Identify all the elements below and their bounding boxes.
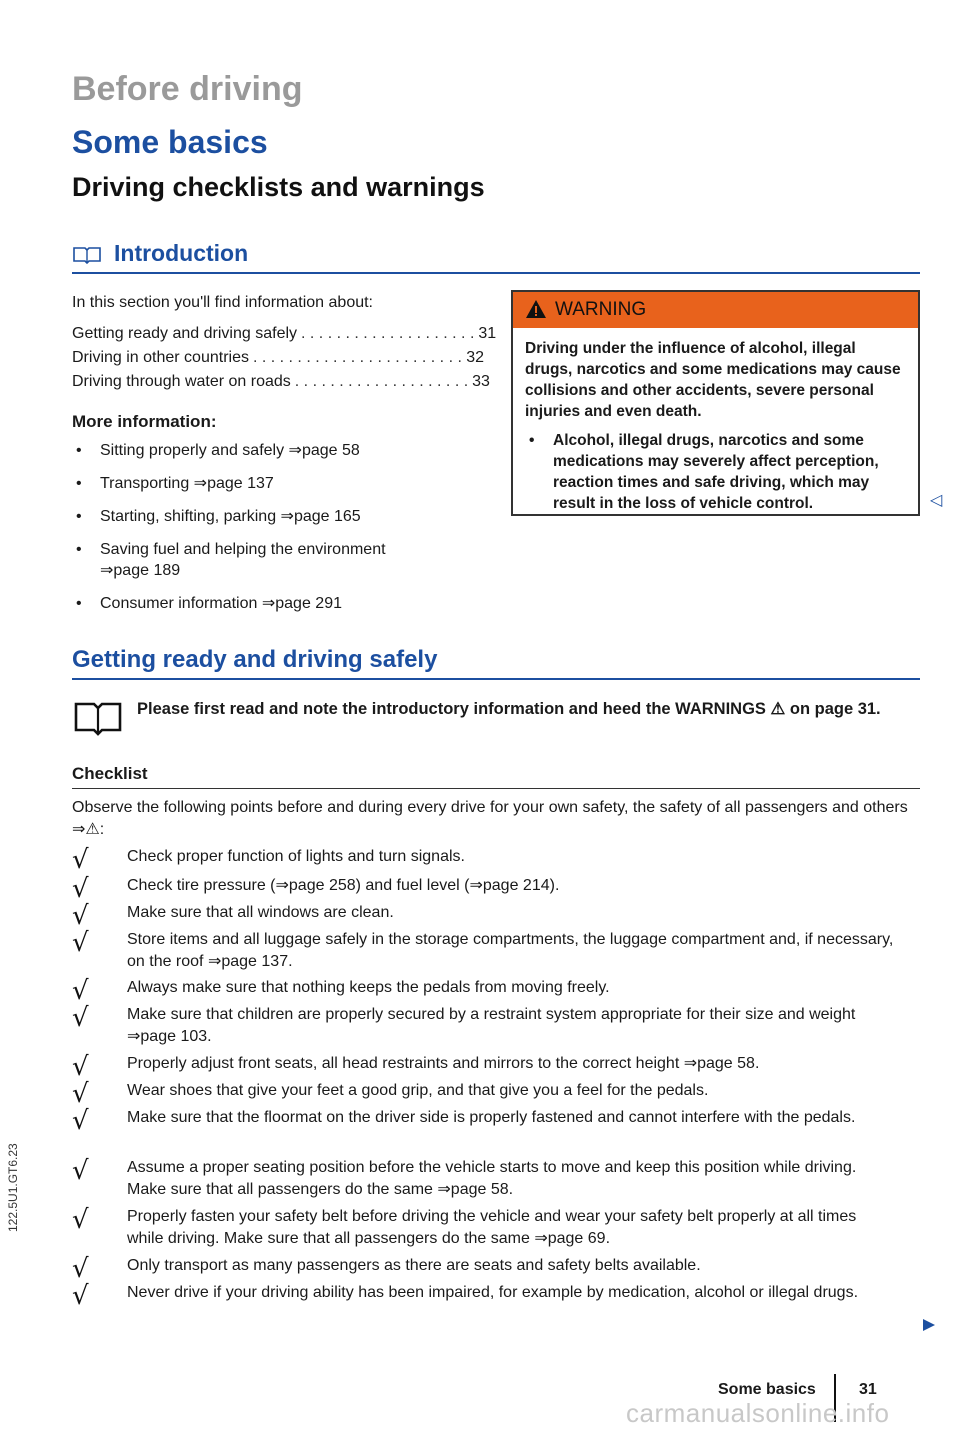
checklist-text: Make sure that the floormat on the driver side is properly fastened and cannot interfere with the pedals. bbox=[127, 1109, 856, 1126]
getting-ready-heading: Getting ready and driving safely bbox=[72, 646, 438, 673]
introduction-heading bbox=[72, 240, 920, 274]
book-icon bbox=[72, 696, 124, 741]
toc-row[interactable] bbox=[72, 370, 490, 394]
check-mark-icon: √ bbox=[72, 1156, 89, 1186]
check-mark-icon: √ bbox=[72, 1254, 89, 1284]
document-code: 122.5U1.GT6.23 bbox=[6, 1143, 20, 1232]
toc-list bbox=[72, 322, 497, 394]
book-icon bbox=[72, 244, 102, 269]
warning-box bbox=[511, 290, 920, 516]
toc-row[interactable] bbox=[72, 346, 484, 370]
checklist-text: Assume a proper seating position before the vehicle starts to move and keep this position while driving. Make sure that all passengers do the same ⇒page 58. bbox=[127, 1159, 857, 1198]
introduction-title: Introduction bbox=[114, 240, 249, 266]
list-item[interactable]: • Sitting properly and safely ⇒page 58 bbox=[72, 440, 452, 461]
toc-page: 31 bbox=[478, 325, 497, 342]
check-mark-icon: √ bbox=[72, 1052, 89, 1082]
checklist-heading: Checklist bbox=[72, 764, 148, 783]
toc-label: Driving through water on roads bbox=[72, 373, 291, 390]
checklist-text: Make sure that children are properly secured by a restraint system appropriate for their size and weight ⇒page 103. bbox=[127, 1006, 856, 1045]
toc-page: 32 bbox=[466, 349, 484, 366]
check-mark-icon: √ bbox=[72, 874, 89, 904]
toc-leader: . . . . . . . . . . . . . . . . . . . . bbox=[294, 373, 469, 390]
intro-lead: In this section you'll find information about: bbox=[72, 294, 373, 311]
watermark: carmanualsonline.info bbox=[626, 1398, 890, 1428]
list-item[interactable]: • Transporting ⇒page 137 bbox=[72, 473, 452, 494]
section-title: Some basics bbox=[72, 124, 268, 160]
list-item[interactable]: • Saving fuel and helping the environment ⇒page 189 bbox=[72, 539, 425, 581]
page-number: 31 bbox=[859, 1381, 877, 1398]
check-mark-icon: √ bbox=[72, 845, 89, 875]
warning-header bbox=[513, 292, 918, 328]
warning-bullet: • Alcohol, illegal drugs, narcotics and some medications may severely affect perception, reaction times and safe driving, which may result in the loss of vehicle control. bbox=[525, 430, 906, 514]
heading-rule bbox=[72, 678, 920, 680]
check-mark-icon: √ bbox=[72, 901, 89, 931]
more-information-list bbox=[72, 440, 452, 614]
check-mark-icon: √ bbox=[72, 1079, 89, 1109]
check-mark-icon: √ bbox=[72, 976, 89, 1006]
observe-text: Observe the following points before and during every drive for your own safety, the safety of all passengers and others ⇒⚠: bbox=[72, 799, 908, 838]
checklist-text: Always make sure that nothing keeps the pedals from moving freely. bbox=[127, 979, 610, 996]
checklist-text: Wear shoes that give your feet a good grip, and that give you a feel for the pedals. bbox=[127, 1082, 709, 1099]
warning-title: WARNING bbox=[555, 299, 647, 320]
check-mark-icon: √ bbox=[72, 1106, 89, 1136]
checklist-text: Only transport as many passengers as there are seats and safety belts available. bbox=[127, 1257, 701, 1274]
warning-lead: Driving under the influence of alcohol, illegal drugs, narcotics and some medications may cause collisions and other accidents, severe personal injuries and even death. bbox=[525, 340, 901, 420]
check-mark-icon: √ bbox=[72, 1003, 89, 1033]
toc-leader: . . . . . . . . . . . . . . . . . . . . bbox=[301, 325, 475, 342]
toc-page: 33 bbox=[472, 373, 490, 390]
checklist-text: Make sure that all windows are clean. bbox=[127, 904, 394, 921]
more-information-heading: More information: bbox=[72, 412, 217, 431]
check-mark-icon: √ bbox=[72, 1205, 89, 1235]
checklist-text: Never drive if your driving ability has been impaired, for example by medication, alcohol or illegal drugs. bbox=[127, 1284, 859, 1301]
list-item[interactable]: • Consumer information ⇒page 291 bbox=[72, 593, 452, 614]
toc-label: Driving in other countries bbox=[72, 349, 249, 366]
end-of-section-icon: ◁ bbox=[930, 492, 943, 509]
toc-label: Getting ready and driving safely bbox=[72, 325, 298, 342]
checklist-text: Check proper function of lights and turn signals. bbox=[127, 848, 465, 865]
subsection-title: Driving checklists and warnings bbox=[72, 172, 485, 202]
checklist-rule bbox=[72, 788, 920, 789]
warning-triangle-icon bbox=[525, 299, 547, 319]
list-item[interactable]: • Starting, shifting, parking ⇒page 165 bbox=[72, 506, 452, 527]
checklist-text: Properly fasten your safety belt before driving the vehicle and wear your safety belt properly at all times while driving. Make sure that all passengers do the same ⇒page 69. bbox=[127, 1208, 857, 1247]
chapter-title: Before driving bbox=[72, 70, 303, 108]
toc-leader: . . . . . . . . . . . . . . . . . . . . . . . . bbox=[252, 349, 462, 366]
check-mark-icon: √ bbox=[72, 1281, 89, 1311]
read-first-note: Please first read and note the introductory information and heed the WARNINGS ⚠ on page 31. bbox=[137, 700, 881, 718]
checklist-text: Properly adjust front seats, all head restraints and mirrors to the correct height ⇒page 58. bbox=[127, 1055, 760, 1072]
footer-section-label: Some basics bbox=[718, 1381, 816, 1398]
checklist-text: Check tire pressure (⇒page 258) and fuel level (⇒page 214). bbox=[127, 877, 560, 894]
toc-row[interactable] bbox=[72, 322, 497, 346]
continued-arrow-icon bbox=[922, 1318, 936, 1337]
checklist-text: Store items and all luggage safely in the storage compartments, the luggage compartment and, if necessary, on the roof ⇒page 137. bbox=[127, 931, 894, 970]
check-mark-icon: √ bbox=[72, 928, 89, 958]
